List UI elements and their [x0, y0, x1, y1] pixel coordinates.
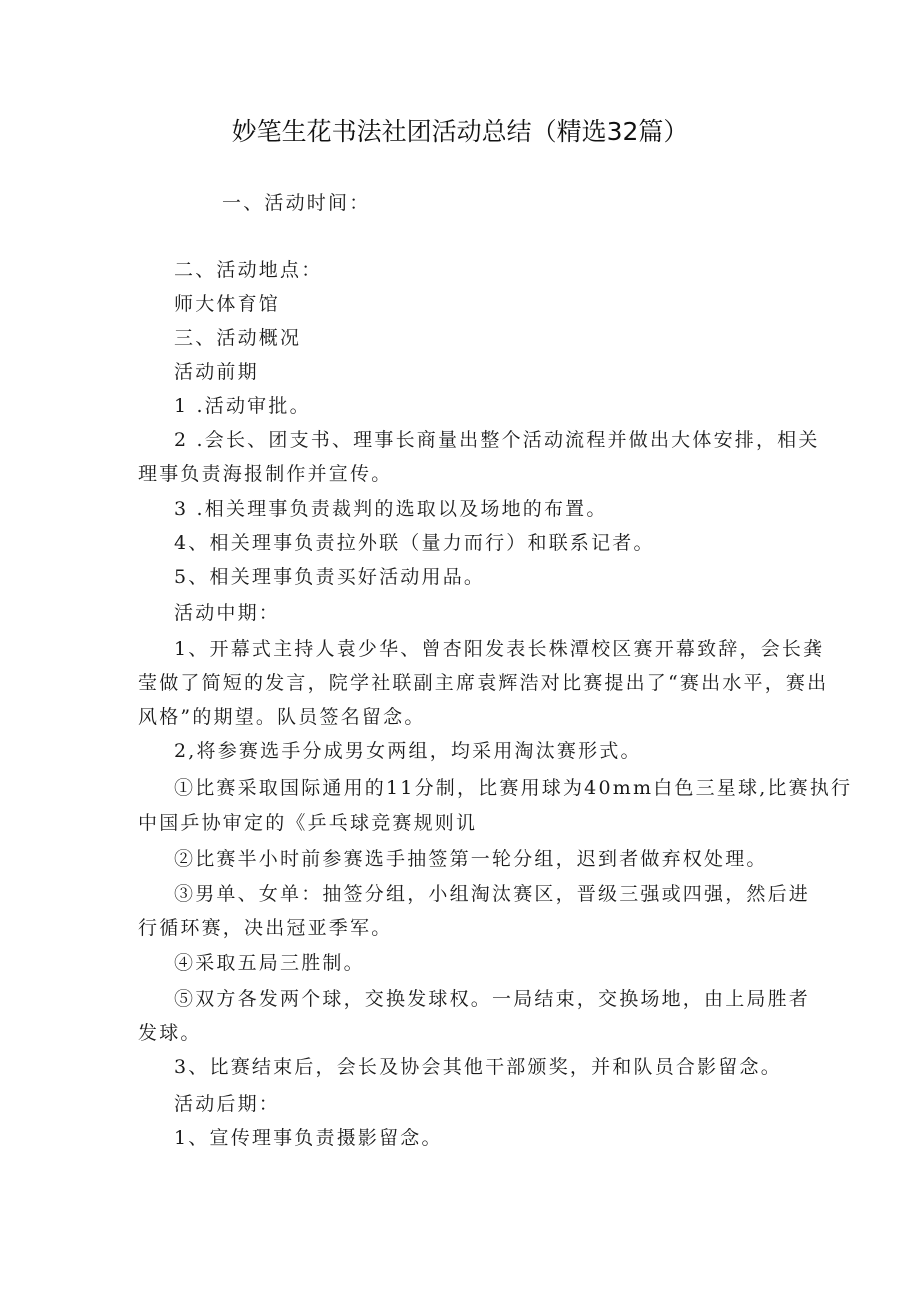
document-title: 妙笔生花书法社团活动总结（精选32篇） — [231, 117, 689, 146]
paragraph-text: 5、相关理事负责买好活动用品。 — [174, 566, 486, 588]
paragraph-text: 风格”的期望。队员签名留念。 — [138, 706, 426, 728]
paragraph-text: ④采取五局三胜制。 — [174, 952, 365, 974]
paragraph-text: 3 .相关理事负责裁判的选取以及场地的布置。 — [174, 498, 608, 520]
paragraph-text: ②比赛半小时前参赛选手抽签第一轮分组，迟到者做弃权处理。 — [174, 848, 768, 870]
paragraph-text: 1、开幕式主持人袁少华、曾杏阳发表长株潭校区赛开幕致辞，会长龚 — [174, 638, 825, 660]
paragraph-text: 莹做了简短的发言，院学社联副主席袁辉浩对比赛提出了“赛出水平，赛出 — [138, 672, 829, 694]
paragraph-text: 发球。 — [138, 1022, 202, 1044]
paragraph-text: ①比赛采取国际通用的11分制，比赛用球为40mm白色三星球,比赛执行 — [174, 777, 853, 799]
location-text: 师大体育馆 — [174, 293, 281, 315]
heading-activity-time: 一、活动时间： — [222, 192, 371, 214]
paragraph-text: 3、比赛结束后，会长及协会其他干部颁奖，并和队员合影留念。 — [174, 1056, 782, 1078]
paragraph-text: 理事负责海报制作并宣传。 — [138, 463, 393, 485]
paragraph-text: 1、宣传理事负责摄影留念。 — [174, 1127, 443, 1149]
paragraph-text: ③男单、女单：抽签分组，小组淘汰赛区，晋级三强或四强，然后进 — [174, 883, 811, 905]
heading-activity-overview: 三、活动概况 — [174, 327, 302, 349]
subheading-pre-activity: 活动前期 — [174, 361, 259, 383]
paragraph-text: 行循环赛，决出冠亚季军。 — [138, 917, 393, 939]
paragraph-text: ⑤双方各发两个球，交换发球权。一局结束，交换场地，由上局胜者 — [174, 988, 811, 1010]
paragraph-text: 2,将参赛选手分成男女两组，均采用淘汰赛形式。 — [174, 740, 642, 762]
paragraph-text: 中国乒协审定的《乒乓球竞赛规则讥 — [138, 812, 478, 834]
paragraph-text: 1 .活动审批。 — [174, 395, 311, 417]
paragraph-text: 2 .会长、团支书、理事长商量出整个活动流程并做出大体安排，相关 — [174, 429, 820, 451]
paragraph-text: 4、相关理事负责拉外联（量力而行）和联系记者。 — [174, 532, 655, 554]
subheading-post-activity: 活动后期： — [174, 1093, 281, 1115]
subheading-mid-activity: 活动中期： — [174, 602, 281, 624]
heading-activity-location: 二、活动地点： — [174, 259, 323, 281]
